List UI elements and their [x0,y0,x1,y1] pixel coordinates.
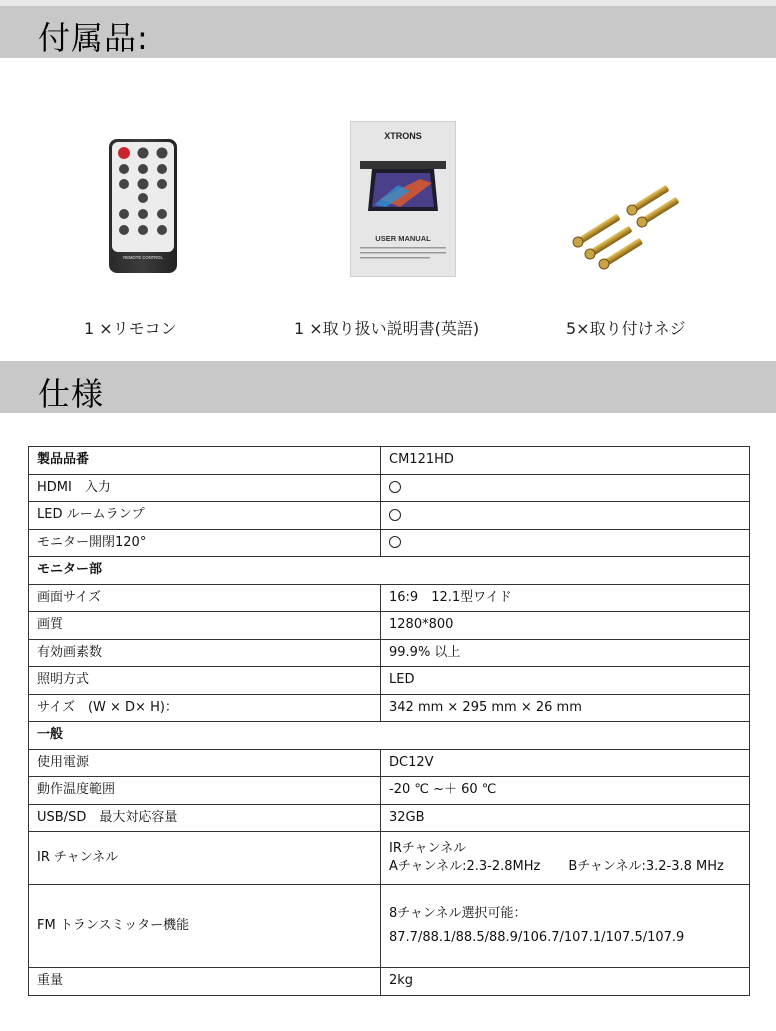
table-row [29,749,750,777]
spec-table [28,446,750,996]
ir-a-channel: Aチャンネル:2.3-2.8MHz [389,859,541,874]
screws-caption: 5×取り付けネジ [566,319,686,338]
spec-value: 32GB [381,804,750,832]
spec-label: FM トランスミッター機能 [29,885,381,968]
accessories-header [0,6,776,58]
spec-value: 2kg [381,968,750,996]
spec-value [381,474,750,502]
manual-brand: XTRONS [384,131,422,141]
spec-label: HDMI 入力 [29,474,381,502]
table-row [29,804,750,832]
spec-value: 1280*800 [381,612,750,640]
spec-value: CM121HD [381,447,750,475]
spec-label: 動作温度範囲 [29,777,381,805]
spec-title: 仕様 [38,375,105,413]
spec-value [381,502,750,530]
spec-label: LED ルームランプ [29,502,381,530]
spec-label: 製品品番 [29,447,381,475]
table-row [29,474,750,502]
spec-label: 使用電源 [29,749,381,777]
spec-value [381,885,750,968]
table-row [29,502,750,530]
table-row [29,667,750,695]
fm-line2: 87.7/88.1/88.5/88.9/106.7/107.1/107.5/107.9 [389,930,685,945]
ir-line1: IRチャンネル [389,841,467,857]
table-row [29,885,750,968]
spec-section-label: モニター部 [29,557,750,585]
spec-value: -20 ℃ ~＋ 60 ℃ [381,777,750,805]
table-row [29,832,750,885]
manual-title: USER MANUAL [375,234,431,243]
spec-value: LED [381,667,750,695]
table-row [29,584,750,612]
table-row [29,447,750,475]
user-manual-image [350,121,456,277]
remote-control-image [108,138,178,274]
manual-caption: 1 ×取り扱い説明書(英語) [294,319,480,338]
spec-value: DC12V [381,749,750,777]
spec-label: 照明方式 [29,667,381,695]
remote-caption: 1 ×リモコン [84,319,177,338]
table-row [29,639,750,667]
spec-label: 重量 [29,968,381,996]
table-row [29,777,750,805]
fm-line1: 8チャンネル選択可能： [389,906,527,922]
spec-label: IR チャンネル [29,832,381,885]
accessories-title: 付属品: [38,19,149,57]
spec-label: 有効画素数 [29,639,381,667]
circle-mark [389,481,401,493]
circle-mark [389,509,401,521]
spec-label: モニター開閉120° [29,529,381,557]
table-row [29,968,750,996]
spec-label: USB/SD 最大対応容量 [29,804,381,832]
spec-header [0,361,776,413]
spec-label: サイズ (W × D× H)： [29,694,381,722]
table-row [29,529,750,557]
table-section-row [29,557,750,585]
spec-section-label: 一般 [29,722,750,750]
spec-value: 99.9% 以上 [381,639,750,667]
table-row [29,694,750,722]
remote-label: REMOTE CONTROL [123,255,163,260]
spec-label: 画面サイズ [29,584,381,612]
table-section-row [29,722,750,750]
spec-label: 画質 [29,612,381,640]
spec-value: 16:9 12.1型ワイド [381,584,750,612]
spec-value [381,832,750,885]
spec-value: 342 mm × 295 mm × 26 mm [381,694,750,722]
circle-mark [389,536,401,548]
spec-value [381,529,750,557]
ir-b-channel: Bチャンネル:3.2-3.8 MHz [568,859,724,874]
ir-line2 [389,858,741,876]
screws-image [570,180,688,272]
table-row [29,612,750,640]
